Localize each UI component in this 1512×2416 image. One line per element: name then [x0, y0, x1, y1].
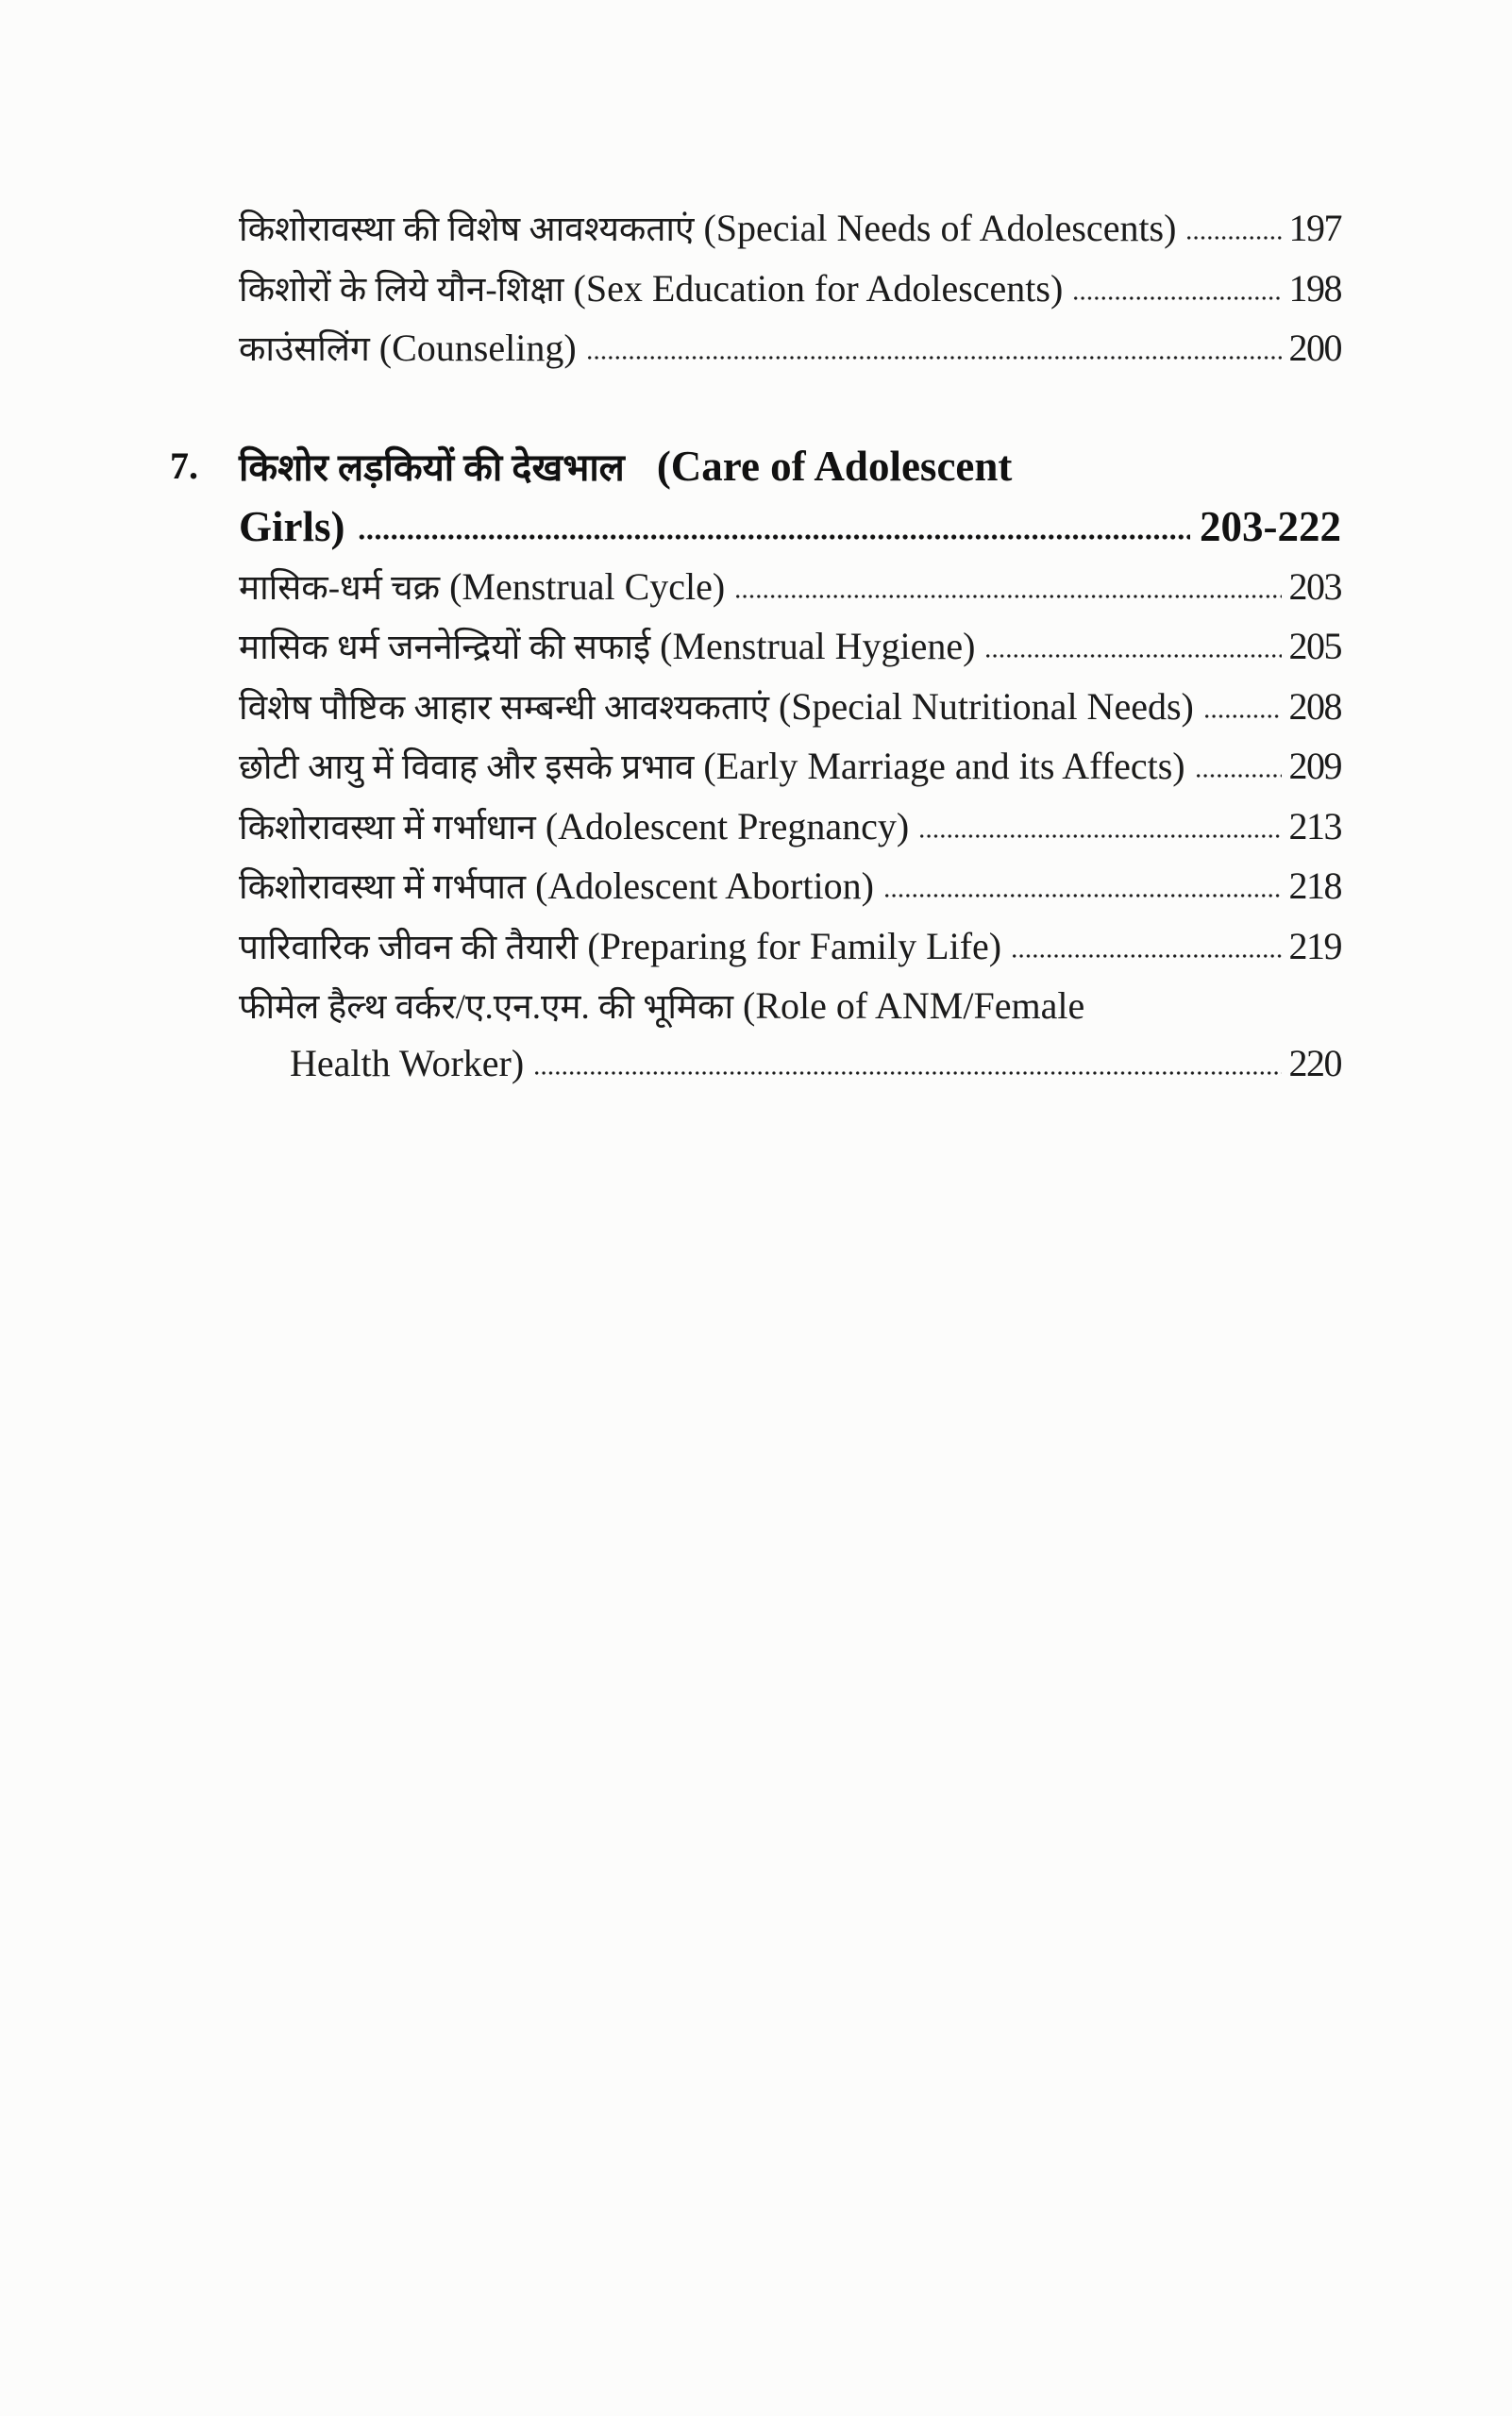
- entry-title-english: (Menstrual Cycle): [449, 564, 726, 608]
- entry-title-line-2: [239, 1036, 1341, 1090]
- chapter-title-english-continued: Girls): [239, 502, 345, 550]
- dot-leader: [883, 893, 1282, 898]
- entry-title-english: (Counseling): [378, 327, 577, 369]
- entry-title: [239, 318, 577, 380]
- page-number: 218: [1288, 864, 1341, 907]
- toc-entry: [239, 259, 1341, 319]
- entry-title-hindi: किशोरों के लिये यौन-शिक्षा: [239, 270, 564, 310]
- entry-title: [239, 677, 1194, 739]
- entry-title-english: (Preparing for Family Life): [587, 924, 1002, 967]
- toc-entry: [239, 976, 1341, 1090]
- toc-entry: [239, 797, 1341, 857]
- dot-leader: [984, 653, 1281, 659]
- chapter-page-range: 203-222: [1200, 502, 1341, 550]
- entry-title-hindi: किशोरावस्था में गर्भाधान: [239, 808, 536, 847]
- dot-leader: [1203, 713, 1282, 719]
- table-of-contents: [170, 198, 1341, 1090]
- entry-title: [239, 856, 874, 918]
- toc-entry: [239, 856, 1341, 916]
- dot-leader: [1072, 295, 1281, 301]
- entry-title-english-continued: Health Worker): [290, 1041, 525, 1084]
- entry-title: [239, 616, 975, 679]
- entry-title: [239, 557, 725, 619]
- entry-title-hindi: किशोरावस्था में गर्भपात: [239, 868, 527, 907]
- entry-title-english: (Role of ANM/Female: [743, 984, 1085, 1027]
- toc-entry: [239, 198, 1341, 259]
- page-number: 200: [1288, 327, 1341, 369]
- entry-title-hindi: पारिवारिक जीवन की तैयारी: [239, 928, 579, 967]
- toc-entry: [239, 736, 1341, 797]
- dot-leader: [918, 833, 1281, 839]
- entry-title: [239, 916, 1001, 979]
- entry-title-hindi: मासिक धर्म जननेन्द्रियों की सफाई: [239, 629, 651, 667]
- entry-title: [239, 736, 1185, 798]
- toc-entry: [239, 916, 1341, 977]
- page-number: 213: [1288, 804, 1341, 847]
- entry-title-english: (Adolescent Abortion): [535, 864, 874, 907]
- page-number: 220: [1288, 1041, 1341, 1084]
- entry-title-english: (Menstrual Hygiene): [660, 625, 976, 667]
- page-number: 203: [1288, 564, 1341, 608]
- entry-title-hindi: विशेष पौष्टिक आहार सम्बन्धी आवश्यकताएं: [239, 688, 769, 728]
- dot-leader: [1195, 773, 1282, 779]
- entry-title-hindi: छोटी आयु में विवाह और इसके प्रभाव: [239, 748, 695, 787]
- chapter-heading: [170, 436, 1341, 557]
- dot-leader: [586, 355, 1282, 361]
- dot-leader: [1011, 953, 1281, 959]
- page-number: 209: [1288, 745, 1341, 787]
- toc-entry: [239, 677, 1341, 737]
- entry-title-english: (Special Nutritional Needs): [778, 684, 1194, 728]
- dot-leader: [734, 594, 1281, 599]
- dot-leader: [358, 533, 1190, 541]
- dot-leader: [1185, 235, 1281, 241]
- chapter-title-line-2: [239, 496, 1341, 557]
- chapter-title-english: (Care of Adolescent: [656, 442, 1013, 490]
- entry-title: [239, 797, 909, 859]
- page-number: 208: [1288, 684, 1341, 728]
- dot-leader: [533, 1070, 1281, 1076]
- toc-entry: [239, 616, 1341, 677]
- toc-entry: [239, 318, 1341, 378]
- entry-title-english: (Sex Education for Adolescents): [573, 266, 1064, 310]
- chapter-number: 7.: [170, 444, 198, 487]
- entry-title-english: (Adolescent Pregnancy): [545, 804, 910, 847]
- entry-title: [239, 259, 1063, 321]
- entry-title: [239, 976, 1084, 1038]
- entry-title-line-1: [239, 976, 1341, 1036]
- entry-title-hindi: किशोरावस्था की विशेष आवश्यकताएं: [239, 210, 695, 249]
- chapter-title-line-1: [239, 436, 1341, 496]
- chapter-title-hindi: किशोर लड़कियों की देखभाल: [239, 445, 625, 489]
- entry-title: [239, 198, 1176, 260]
- page-number: 219: [1288, 924, 1341, 967]
- entry-title-hindi: काउंसलिंग: [239, 330, 370, 369]
- page-number: 197: [1288, 207, 1341, 249]
- entry-title-hindi: फीमेल हैल्थ वर्कर/ए.एन.एम. की भूमिका: [239, 988, 734, 1027]
- toc-entry: [239, 557, 1341, 617]
- page-number: 198: [1288, 266, 1341, 310]
- page-number: 205: [1288, 625, 1341, 667]
- entry-title-english: (Early Marriage and its Affects): [703, 745, 1185, 787]
- entry-title-english: (Special Needs of Adolescents): [703, 207, 1177, 249]
- entry-title-hindi: मासिक-धर्म चक्र: [239, 568, 441, 608]
